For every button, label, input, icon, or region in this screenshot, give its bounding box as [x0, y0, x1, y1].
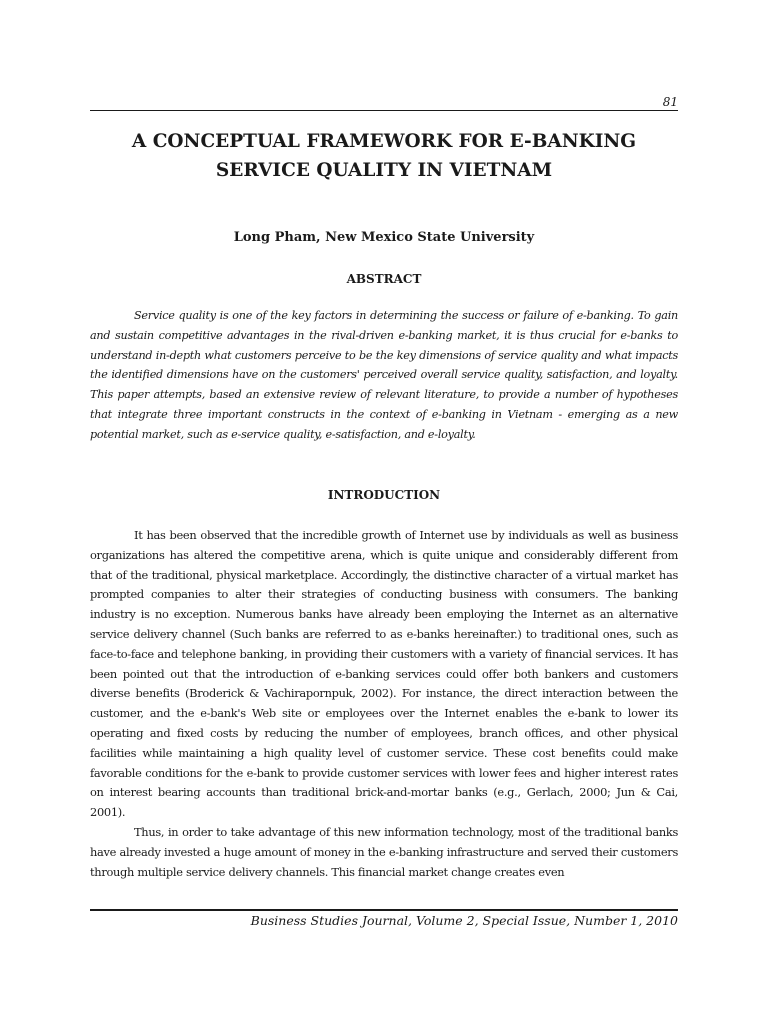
introduction-paragraph-2: Thus, in order to take advantage of this new information technology, most of the traditional banks have already invested a huge amount of money in the e-banking infrastructure and served their customers through multiple service delivery channels. This financial market change creates even: [90, 825, 678, 879]
footer-rule: [90, 909, 678, 911]
introduction-paragraph-1: It has been observed that the incredible growth of Internet use by individuals as well as business organizations has altered the competitive arena, which is quite unique and considerably different from that of the traditional, physical marketplace. Accordingly, the distinctive character of a virtual market has prompted companies to alter their strategies of conducting business with consumers. The banking industry is no exception. Numerous banks have already been employing the Internet as an alternative service delivery channel (Such banks are referred to as e-banks hereinafter.) to traditional ones, such as face-to-face and telephone banking, in providing their customers with a variety of financial services. It has been pointed out that the introduction of e-banking services could offer both bankers and customers diverse benefits (Broderick & Vachirapornpuk, 2002). For instance, the direct interaction between the customer, and the e-bank's Web site or employees over the Internet enables the e-bank to lower its operating and fixed costs by reducing the number of employees, branch offices, and other physical facilities while maintaining a high quality level of customer service. These cost benefits could make favorable conditions for the e-bank to provide customer services with lower fees and higher interest rates on interest bearing accounts than traditional brick-and-mortar banks (e.g., Gerlach, 2000; Jun & Cai, 2001).: [90, 528, 678, 820]
author-line: Long Pham, New Mexico State University: [233, 230, 535, 245]
paper-title-line-1: A CONCEPTUAL FRAMEWORK FOR E-BANKING: [131, 131, 637, 152]
introduction-heading: INTRODUCTION: [327, 488, 441, 502]
abstract-text: Service quality is one of the key factors in determining the success or failure of e-banking. To gain and sustain competitive advantages in the rival-driven e-banking market, it is thus crucial for e-banks to understand in-depth what customers perceive to be the key dimensions of service quality and what impacts the identified dimensions have on the customers' perceived overall service quality, satisfaction, and loyalty. This paper attempts, based an extensive review of relevant literature, to provide a number of hypotheses that integrate three important constructs in the context of e-banking in Vietnam - emerging as a new potential market, such as e-service quality, e-satisfaction, and e-loyalty.: [90, 309, 678, 441]
paper-title-line-2: SERVICE QUALITY IN VIETNAM: [215, 160, 553, 181]
page-number: 81: [662, 95, 678, 109]
journal-footer: Business Studies Journal, Volume 2, Special Issue, Number 1, 2010: [250, 913, 678, 928]
paper-title: [90, 127, 678, 185]
header-rule: [90, 110, 678, 111]
abstract-heading: ABSTRACT: [346, 272, 422, 286]
